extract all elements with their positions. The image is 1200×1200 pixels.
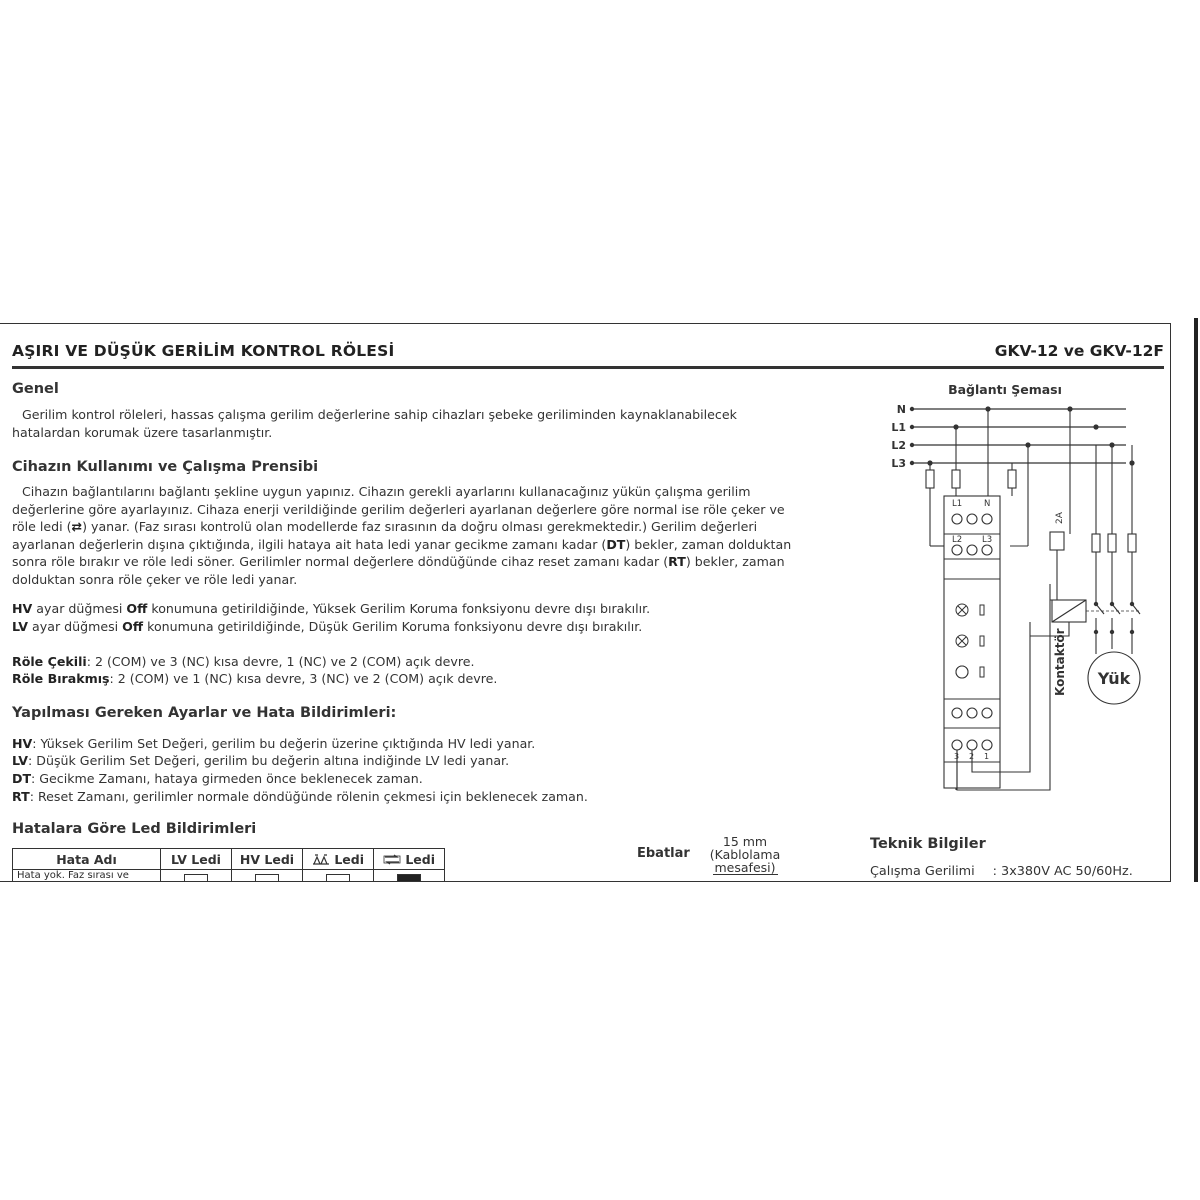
terminal <box>952 708 962 718</box>
term-n: N <box>984 499 991 509</box>
fuse <box>1108 534 1116 552</box>
setting-dt: DT: Gecikme Zamanı, hataya girmeden önce beklenecek zaman. <box>12 771 423 786</box>
col-hata-adi: Hata Adı <box>13 849 161 870</box>
section-ayarlar-heading: Yapılması Gereken Ayarlar ve Hata Bildirimleri: <box>12 705 397 721</box>
wire <box>1050 550 1057 600</box>
genel-text: Gerilim kontrol röleleri, hassas çalışma gerilim değerlerine sahip cihazları şebeke geriliminden kaynaklanabilecek hatalardan korumak üzere tasarlanmıştır. <box>12 407 737 440</box>
hv-off-text: HV ayar düğmesi Off konumuna getirildiğinde, Yüksek Gerilim Koruma fonksiyonu devre dışı bırakılır. <box>12 601 651 616</box>
calisma-gerilimi: Çalışma Gerilimi : 3x380V AC 50/60Hz. <box>870 864 1133 879</box>
fuse <box>1092 534 1100 552</box>
phase-sequence-icon <box>312 854 330 865</box>
terminal-label: 3 <box>954 752 960 761</box>
setting-lv: LV: Düşük Gerilim Set Değeri, gerilim bu değerin altına indiğinde LV ledi yanar. <box>12 753 510 768</box>
line-label-n: N <box>896 403 906 416</box>
terminal-label: 1 <box>984 752 990 761</box>
led-on <box>397 874 421 881</box>
led-off <box>255 874 279 881</box>
kullanim-text: Cihazın bağlantılarını bağlantı şekline uygun yapınız. Cihazın gerekli ayarlarını kullanacağınız yükün çalışma gerilim değerlerine göre ayarlayınız. Cihaza enerji verildiğinde gerilim değerleri ayarlanan değerlere göre normal ise röle çeker ve röle ledi (⇄) yanar. (Faz sırası kontrolü olan modellerde faz sırasının da doğru olması gerekmektedir.) Gerilim değerleri ayarlanan değerlerin dışına çıktığında, ilgili hataya ait hata ledi yanar gecikme zamanı kadar (DT) bekler, zaman dolduktan sonra röle bırakır ve röle ledi söner. Gerilimler normal değerlere döndüğünde cihaz reset zamanı kadar (RT) bekler, zaman dolduktan sonra röle çeker ve röle ledi yanar. <box>12 484 792 587</box>
contact-switch <box>1132 604 1140 614</box>
ebatlar-label: Ebatlar <box>637 846 690 861</box>
lv-off-text: LV ayar düğmesi Off konumuna getirildiğinde, Düşük Gerilim Koruma fonksiyonu devre dışı bırakılır. <box>12 619 643 634</box>
row-hata-yok: Hata yok. Faz sırası ve <box>13 870 161 883</box>
page-edge <box>1194 318 1198 882</box>
terminal <box>982 740 992 750</box>
line-label-l3: L3 <box>891 457 906 470</box>
role-cekili-text: Röle Çekili: 2 (COM) ve 3 (NC) kısa devre, 1 (NC) ve 2 (COM) açık devre. <box>12 654 475 669</box>
line-label-l2: L2 <box>891 439 906 452</box>
terminal <box>952 740 962 750</box>
load-label: Yük <box>1097 669 1131 688</box>
contact-switch <box>1096 604 1104 614</box>
contactor-label: Kontaktör <box>1053 628 1067 696</box>
teknik-heading: Teknik Bilgiler <box>870 836 986 852</box>
terminal-label: 2 <box>969 752 975 761</box>
knob <box>956 666 968 678</box>
section-led-heading: Hatalara Göre Led Bildirimleri <box>12 821 257 837</box>
term-l3: L3 <box>982 535 993 545</box>
col-hv-ledi: HV Ledi <box>232 849 303 870</box>
led-off <box>326 874 350 881</box>
section-genel-heading: Genel <box>12 381 59 397</box>
fuse-label: 2A <box>1055 512 1065 524</box>
connection-diagram <box>860 374 1170 804</box>
term-l2: L2 <box>952 535 963 545</box>
line-label-l1: L1 <box>891 421 906 434</box>
setting-rt: RT: Reset Zamanı, gerilimler normale döndüğünde rölenin çekmesi için beklenecek zaman. <box>12 789 588 804</box>
relay-icon <box>383 854 401 865</box>
col-relay-ledi: Ledi <box>374 849 445 870</box>
terminal <box>967 740 977 750</box>
col-phase-ledi: Ledi <box>303 849 374 870</box>
wire <box>1096 632 1132 654</box>
model-name: GKV-12 ve GKV-12F <box>994 342 1164 360</box>
role-birakmis-text: Röle Bırakmış: 2 (COM) ve 1 (NC) kısa devre, 3 (NC) ve 2 (COM) açık devre. <box>12 671 498 686</box>
fuse <box>1128 534 1136 552</box>
document-title: AŞIRI VE DÜŞÜK GERİLİM KONTROL RÖLESİ <box>12 342 395 360</box>
col-lv-ledi: LV Ledi <box>161 849 232 870</box>
term-l1: L1 <box>952 499 963 509</box>
terminal <box>982 708 992 718</box>
contact-switch <box>1112 604 1120 614</box>
title-row <box>12 342 1164 369</box>
ebatlar-measure: 15 mm (Kablolama mesafesi) <box>709 834 781 875</box>
fuse <box>1050 532 1064 550</box>
setting-hv: HV: Yüksek Gerilim Set Değeri, gerilim bu değerin üzerine çıktığında HV ledi yanar. <box>12 736 536 751</box>
led-off <box>184 874 208 881</box>
terminal <box>967 708 977 718</box>
datasheet-page <box>0 323 1171 882</box>
relay-led-icon: ⇄ <box>71 519 83 534</box>
section-kullanim-heading: Cihazın Kullanımı ve Çalışma Prensibi <box>12 459 319 475</box>
led-table <box>12 848 445 882</box>
diagram-title: Bağlantı Şeması <box>948 382 1062 397</box>
